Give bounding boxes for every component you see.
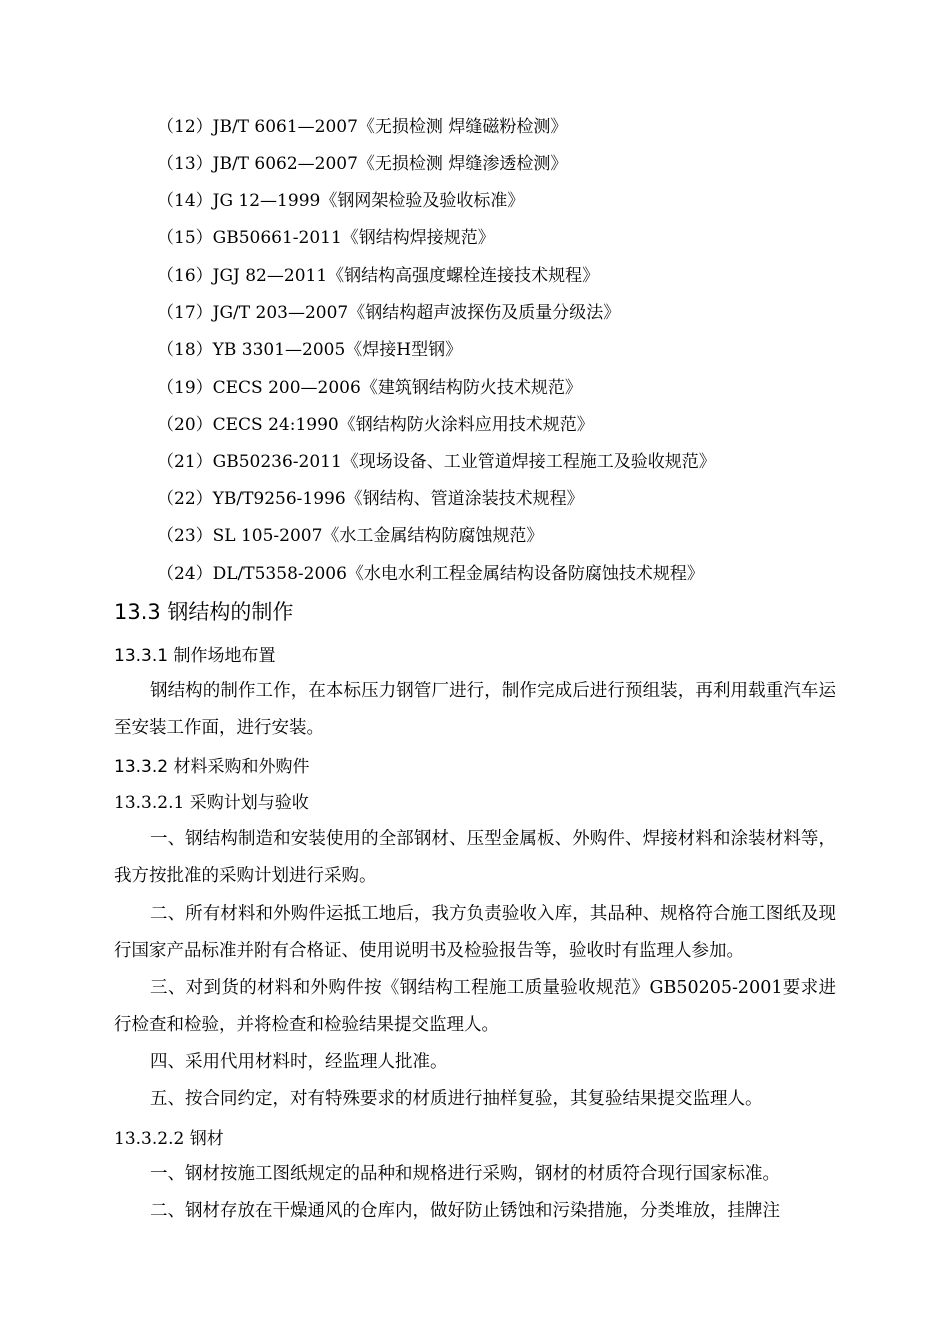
subsection-heading: 13.3.1 制作场地布置 bbox=[114, 646, 276, 666]
body-paragraph: 五、按合同约定，对有特殊要求的材质进行抽样复验，其复验结果提交监理人。 bbox=[150, 1089, 763, 1109]
reference-item: （22）YB/T9256-1996《钢结构、管道涂装技术规程》 bbox=[157, 489, 584, 509]
subsubsection-heading: 13.3.2.1 采购计划与验收 bbox=[114, 793, 309, 813]
subsubsection-heading: 13.3.2.2 钢材 bbox=[114, 1129, 224, 1149]
reference-item: （23）SL 105-2007《水工金属结构防腐蚀规范》 bbox=[157, 526, 544, 546]
reference-item: （15）GB50661-2011《钢结构焊接规范》 bbox=[157, 228, 495, 248]
section-heading: 13.3 钢结构的制作 bbox=[114, 600, 294, 624]
reference-item: （21）GB50236-2011《现场设备、工业管道焊接工程施工及验收规范》 bbox=[157, 452, 716, 472]
reference-item: （24）DL/T5358-2006《水电水利工程金属结构设备防腐蚀技术规程》 bbox=[157, 564, 704, 584]
reference-item: （12）JB/T 6061—2007《无损检测 焊缝磁粉检测》 bbox=[157, 117, 568, 137]
body-paragraph: 二、钢材存放在干燥通风的仓库内，做好防止锈蚀和污染措施，分类堆放，挂牌注 bbox=[150, 1201, 780, 1221]
body-paragraph: 三、对到货的材料和外购件按《钢结构工程施工质量验收规范》GB50205-2001要求进行检查和检验，并将检查和检验结果提交监理人。 bbox=[114, 978, 836, 1035]
reference-item: （14）JG 12—1999《钢网架检验及验收标准》 bbox=[157, 191, 525, 211]
body-paragraph: 钢结构的制作工作，在本标压力钢管厂进行，制作完成后进行预组装，再利用载重汽车运至安装工作面，进行安装。 bbox=[114, 681, 836, 738]
reference-item: （17）JG/T 203—2007《钢结构超声波探伤及质量分级法》 bbox=[157, 303, 621, 323]
reference-item: （18）YB 3301—2005《焊接H型钢》 bbox=[157, 340, 463, 360]
reference-item: （16）JGJ 82—2011《钢结构高强度螺栓连接技术规程》 bbox=[157, 266, 600, 286]
subsection-heading: 13.3.2 材料采购和外购件 bbox=[114, 757, 310, 777]
body-paragraph: 一、钢结构制造和安装使用的全部钢材、压型金属板、外购件、焊接材料和涂装材料等，我方按批准的采购计划进行采购。 bbox=[114, 829, 836, 886]
reference-item: （19）CECS 200—2006《建筑钢结构防火技术规范》 bbox=[157, 378, 582, 398]
body-paragraph: 二、所有材料和外购件运抵工地后，我方负责验收入库，其品种、规格符合施工图纸及现行国家产品标准并附有合格证、使用说明书及检验报告等，验收时有监理人参加。 bbox=[114, 904, 836, 961]
reference-item: （20）CECS 24:1990《钢结构防火涂料应用技术规范》 bbox=[157, 415, 594, 435]
body-paragraph: 四、采用代用材料时，经监理人批准。 bbox=[150, 1052, 448, 1072]
reference-item: （13）JB/T 6062—2007《无损检测 焊缝渗透检测》 bbox=[157, 154, 568, 174]
body-paragraph: 一、钢材按施工图纸规定的品种和规格进行采购，钢材的材质符合现行国家标准。 bbox=[150, 1164, 780, 1184]
